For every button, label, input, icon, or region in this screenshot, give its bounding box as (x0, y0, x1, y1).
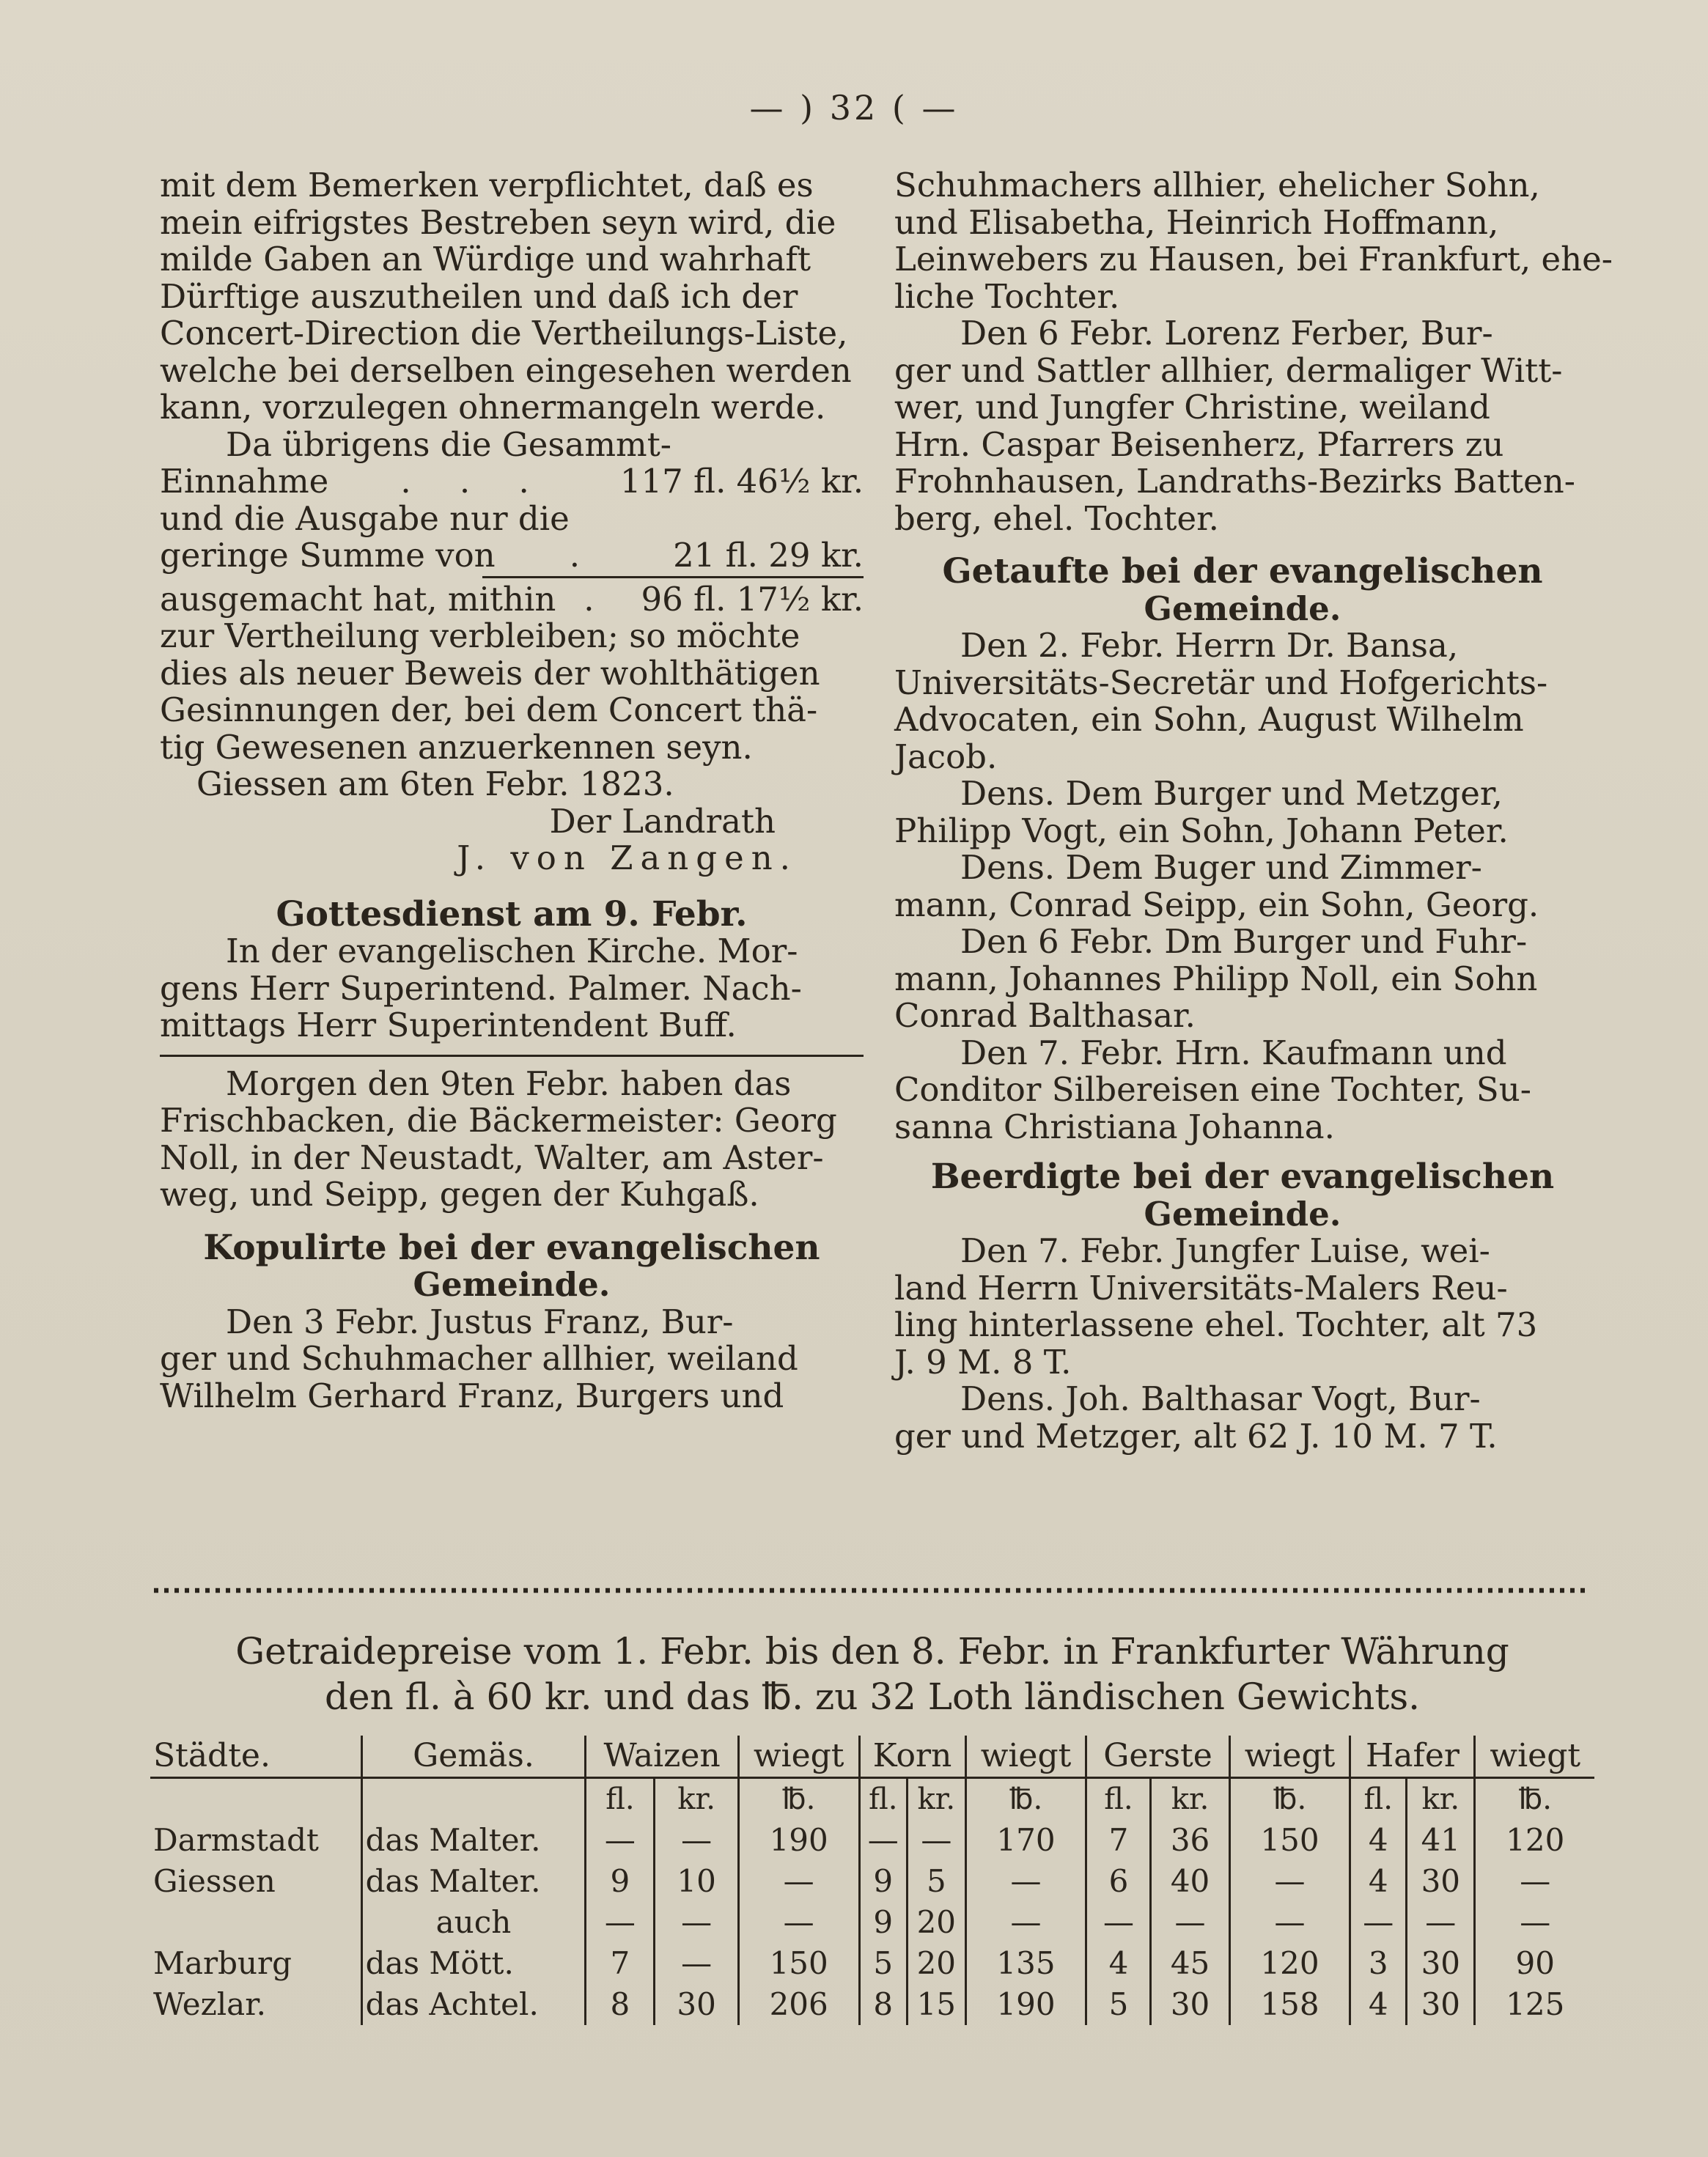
text-line: Frischbacken, die Bäckermeister: Georg (160, 1101, 837, 1140)
text-line: weg, und Seipp, gegen der Kuhgaß. (160, 1175, 759, 1214)
text-line: Den 6 Febr. Dm Burger und Fuhr- (960, 922, 1528, 961)
text-line: wer, und Jungfer Christine, weiland (894, 388, 1490, 427)
wavy-divider (154, 1585, 1591, 1596)
price-cell: 15 (908, 1984, 966, 2025)
text-line: Conditor Silbereisen eine Tochter, Su- (894, 1070, 1531, 1109)
sub-lb: ℔. (1475, 1778, 1594, 1821)
text-line: J. 9 M. 8 T. (894, 1342, 1072, 1382)
price-cell: 45 (1151, 1943, 1229, 1984)
sub-kr: kr. (1151, 1778, 1229, 1821)
conclusion-paragraph (160, 618, 864, 766)
text-line: Morgen den 9ten Febr. haben das (226, 1063, 792, 1103)
text-line: ger und Sattler allhier, dermaliger Witt- (894, 350, 1563, 390)
header-barley-weight: wiegt (1229, 1736, 1350, 1778)
header-oats-weight: wiegt (1475, 1736, 1594, 1778)
income-value: 117 fl. 46½ kr. (619, 462, 864, 501)
header-rye: Korn (859, 1736, 965, 1778)
text-line: Dens. Joh. Balthasar Vogt, Bur- (960, 1379, 1481, 1418)
price-cell: 135 (965, 1943, 1086, 1984)
text-line: Den 2. Febr. Herrn Dr. Bansa, (960, 626, 1459, 665)
married-paragraph (160, 1304, 864, 1415)
price-cell: 170 (965, 1820, 1086, 1861)
measure-cell: auch (361, 1902, 586, 1943)
place-date: Giessen am 6ten Febr. 1823. (196, 764, 674, 803)
table-header-row (150, 1736, 1594, 1778)
text-line: Dens. Dem Buger und Zimmer- (960, 848, 1482, 887)
price-cell: — (738, 1902, 859, 1943)
measure-cell: das Malter. (361, 1820, 586, 1861)
price-cell: 158 (1229, 1984, 1350, 2025)
price-cell: — (586, 1902, 655, 1943)
text-line: Den 7. Febr. Jungfer Luise, wei- (960, 1231, 1490, 1270)
married-heading-sub: Gemeinde. (413, 1265, 611, 1304)
table-row (150, 1861, 1594, 1902)
income-line (160, 463, 864, 501)
price-cell: 36 (1151, 1820, 1229, 1861)
text-line: milde Gaben an Würdige und wahrhaft (160, 240, 811, 279)
price-cell: 125 (1475, 1984, 1594, 2025)
sub-kr: kr. (1407, 1778, 1475, 1821)
price-table-title (147, 1629, 1598, 1719)
measure-cell: das Achtel. (361, 1984, 586, 2025)
price-cell: 5 (1086, 1984, 1151, 2025)
price-cell: 8 (859, 1984, 907, 2025)
city-cell: Darmstadt (153, 1822, 319, 1858)
remainder-label: ausgemacht hat, mithin (160, 579, 556, 619)
married-continued (894, 166, 1613, 316)
notice-paragraph (160, 167, 864, 427)
expense-intro: und die Ausgabe nur die (160, 498, 570, 538)
buried-entry-2 (894, 1381, 1591, 1455)
text-line: Advocaten, ein Sohn, August Wilhelm (894, 700, 1524, 739)
price-cell: 9 (859, 1902, 907, 1943)
baptized-heading: Getaufte bei der evangelischen (942, 551, 1543, 591)
text-line: mein eifrigstes Bestreben seyn wird, die (160, 202, 836, 242)
buried-entry-1 (894, 1233, 1591, 1381)
price-cell: — (586, 1820, 655, 1861)
price-cell: 30 (655, 1984, 738, 2025)
price-cell: 9 (859, 1861, 907, 1902)
sub-fl: fl. (586, 1778, 655, 1821)
price-cell: 9 (586, 1861, 655, 1902)
text-line: Concert-Direction die Vertheilungs-Liste, (160, 314, 848, 353)
price-cell: 90 (1475, 1943, 1594, 1984)
sub-fl: fl. (859, 1778, 907, 1821)
text-line: Gesinnungen der, bei dem Concert thä- (160, 690, 818, 729)
remainder-dots: . (584, 579, 614, 619)
page-number: — ) 32 ( — (749, 88, 959, 128)
section-rule (160, 1055, 864, 1057)
price-cell: — (1407, 1902, 1475, 1943)
price-cell: — (1086, 1902, 1151, 1943)
price-cell: — (655, 1902, 738, 1943)
baptized-entry-5 (894, 1035, 1591, 1146)
price-cell: — (965, 1902, 1086, 1943)
text-line: Den 3 Febr. Justus Franz, Bur- (226, 1302, 734, 1341)
text-line: Hrn. Caspar Beisenherz, Pfarrers zu (894, 424, 1504, 464)
price-cell: 120 (1229, 1943, 1350, 1984)
baptized-entry-4 (894, 923, 1591, 1035)
text-line: ger und Schuhmacher allhier, weiland (160, 1339, 798, 1378)
sub-lb: ℔. (965, 1778, 1086, 1821)
header-wheat-weight: wiegt (738, 1736, 859, 1778)
text-line: zur Vertheilung verbleiben; so möchte (160, 616, 800, 655)
text-line: Jacob. (894, 737, 998, 776)
header-oats: Hafer (1350, 1736, 1475, 1778)
price-cell: 30 (1151, 1984, 1229, 2025)
price-cell: 150 (738, 1943, 859, 1984)
text-line: mit dem Bemerken verpflichtet, daß es (160, 166, 814, 204)
price-cell: 40 (1151, 1861, 1229, 1902)
price-cell: 4 (1350, 1861, 1407, 1902)
header-wheat: Waizen (586, 1736, 738, 1778)
text-line: Den 7. Febr. Hrn. Kaufmann und (960, 1033, 1507, 1072)
baptized-entry-3 (894, 849, 1591, 923)
price-cell: — (1475, 1902, 1594, 1943)
text-line: sanna Christiana Johanna. (894, 1107, 1335, 1146)
text-line: Schuhmachers allhier, ehelicher Sohn, (894, 166, 1540, 204)
text-line: Wilhelm Gerhard Franz, Burgers und (160, 1376, 784, 1415)
table-row (150, 1902, 1594, 1943)
right-column (894, 166, 1613, 1456)
baptized-heading-sub: Gemeinde. (1144, 589, 1341, 628)
sum-rule (482, 576, 864, 578)
text-line: welche bei derselben eingesehen werden (160, 350, 852, 390)
text-line: liche Tochter. (894, 276, 1120, 316)
text-line: Universitäts-Secretär und Hofgerichts- (894, 663, 1548, 702)
married-entry-2 (894, 315, 1591, 537)
text-line: In der evangelischen Kirche. Mor- (226, 932, 798, 970)
price-cell: 4 (1350, 1820, 1407, 1861)
header-city: Städte. (150, 1736, 361, 1778)
sub-kr: kr. (908, 1778, 966, 1821)
baptized-entry-2 (894, 775, 1591, 849)
measure-cell: das Malter. (361, 1861, 586, 1902)
price-cell: 10 (655, 1861, 738, 1902)
text-line: Leinwebers zu Hausen, bei Frankfurt, ehe- (894, 240, 1613, 279)
text-line: gens Herr Superintend. Palmer. Nach- (160, 968, 802, 1008)
sub-lb: ℔. (738, 1778, 859, 1821)
price-cell: 8 (586, 1984, 655, 2025)
price-cell: — (1350, 1902, 1407, 1943)
sub-fl: fl. (1086, 1778, 1151, 1821)
worship-paragraph (160, 933, 864, 1044)
price-cell: — (738, 1861, 859, 1902)
table-row (150, 1820, 1594, 1861)
city-cell: Marburg (153, 1945, 292, 1981)
price-cell: 4 (1086, 1943, 1151, 1984)
city-cell: Giessen (153, 1863, 276, 1899)
price-cell: 5 (908, 1861, 966, 1902)
table-row (150, 1984, 1594, 2025)
remainder-line (160, 581, 864, 619)
price-cell: — (655, 1820, 738, 1861)
grain-price-table (150, 1736, 1594, 2025)
price-cell: 41 (1407, 1820, 1475, 1861)
signature-title: Der Landrath (549, 801, 776, 841)
text-line: Philipp Vogt, ein Sohn, Johann Peter. (894, 811, 1509, 850)
income-dots: . . . (400, 462, 548, 501)
price-cell: — (1229, 1861, 1350, 1902)
baking-paragraph (160, 1063, 864, 1214)
expense-dots: . (569, 536, 600, 575)
buried-heading: Beerdigte bei der evangelischen (930, 1157, 1555, 1197)
text-line: mittags Herr Superintendent Buff. (160, 1006, 737, 1044)
price-cell: — (1229, 1902, 1350, 1943)
text-line: ling hinterlassene ehel. Tochter, alt 73 (894, 1305, 1538, 1344)
price-cell: — (908, 1820, 966, 1861)
left-column (160, 167, 864, 1415)
income-label: Einnahme (160, 462, 329, 501)
price-cell: — (1475, 1861, 1594, 1902)
remainder-value: 96 fl. 17½ kr. (641, 579, 864, 619)
text-line: Conrad Balthasar. (894, 996, 1196, 1035)
text-line: berg, ehel. Tochter. (894, 498, 1219, 538)
price-cell: 190 (965, 1984, 1086, 2025)
text-line: tig Gewesenen anzuerkennen seyn. (160, 727, 753, 767)
text-line: Noll, in der Neustadt, Walter, am Aster- (160, 1138, 824, 1177)
buried-heading-sub: Gemeinde. (1144, 1194, 1341, 1234)
text-line: kann, vorzulegen ohnermangeln werde. (160, 388, 826, 427)
header-barley: Gerste (1086, 1736, 1229, 1778)
sub-kr: kr. (655, 1778, 738, 1821)
text-line: mann, Conrad Seipp, ein Sohn, Georg. (894, 885, 1539, 924)
price-cell: 20 (908, 1902, 966, 1943)
sub-lb: ℔. (1229, 1778, 1350, 1821)
text-line: Dürftige auszutheilen und daß ich der (160, 276, 798, 316)
signature-name: J. von Zangen. (457, 838, 798, 877)
text-line: ger und Metzger, alt 62 J. 10 M. 7 T. (894, 1416, 1498, 1456)
header-measure: Gemäs. (361, 1736, 586, 1778)
text-line: Dens. Dem Burger und Metzger, (960, 774, 1503, 813)
price-cell: 120 (1475, 1820, 1594, 1861)
price-title-line-2: den fl. à 60 kr. und das ℔. zu 32 Loth ländischen Gewichts. (324, 1675, 1421, 1718)
price-cell: — (859, 1820, 907, 1861)
expense-line (160, 537, 864, 575)
text-line: und Elisabetha, Heinrich Hoffmann, (894, 202, 1499, 242)
expense-label: geringe Summe von (160, 536, 496, 575)
text-line: land Herrn Universitäts-Malers Reu- (894, 1268, 1508, 1308)
price-cell: 6 (1086, 1861, 1151, 1902)
price-cell: 20 (908, 1943, 966, 1984)
totals-intro: Da übrigens die Gesammt- (226, 424, 671, 464)
text-line: dies als neuer Beweis der wohlthätigen (160, 653, 820, 693)
price-cell: 30 (1407, 1984, 1475, 2025)
expense-value: 21 fl. 29 kr. (673, 536, 864, 575)
price-cell: 150 (1229, 1820, 1350, 1861)
worship-heading: Gottesdienst am 9. Febr. (276, 893, 748, 934)
measure-cell: das Mött. (361, 1943, 586, 1984)
price-cell: — (1151, 1902, 1229, 1943)
price-cell: 30 (1407, 1943, 1475, 1984)
text-line: mann, Johannes Philipp Noll, ein Sohn (894, 959, 1538, 998)
city-cell (150, 1902, 361, 1943)
price-cell: 7 (586, 1943, 655, 1984)
baptized-entry-1 (894, 627, 1591, 775)
price-cell: 5 (859, 1943, 907, 1984)
price-cell: 4 (1350, 1984, 1407, 2025)
price-cell: 3 (1350, 1943, 1407, 1984)
price-cell: — (655, 1943, 738, 1984)
price-cell: 30 (1407, 1861, 1475, 1902)
price-title-line-1: Getraidepreise vom 1. Febr. bis den 8. Febr. in Frankfurter Währung (235, 1630, 1509, 1673)
header-rye-weight: wiegt (965, 1736, 1086, 1778)
table-row (150, 1943, 1594, 1984)
table-subheader-row (150, 1778, 1594, 1821)
text-line: Frohnhausen, Landraths-Bezirks Batten- (894, 462, 1575, 501)
city-cell: Wezlar. (153, 1986, 267, 2022)
text-line: Den 6 Febr. Lorenz Ferber, Bur- (960, 314, 1493, 353)
price-cell: 190 (738, 1820, 859, 1861)
price-cell: 206 (738, 1984, 859, 2025)
sub-fl: fl. (1350, 1778, 1407, 1821)
married-heading: Kopulirte bei der evangelischen (203, 1227, 820, 1268)
price-cell: 7 (1086, 1820, 1151, 1861)
price-cell: — (965, 1861, 1086, 1902)
